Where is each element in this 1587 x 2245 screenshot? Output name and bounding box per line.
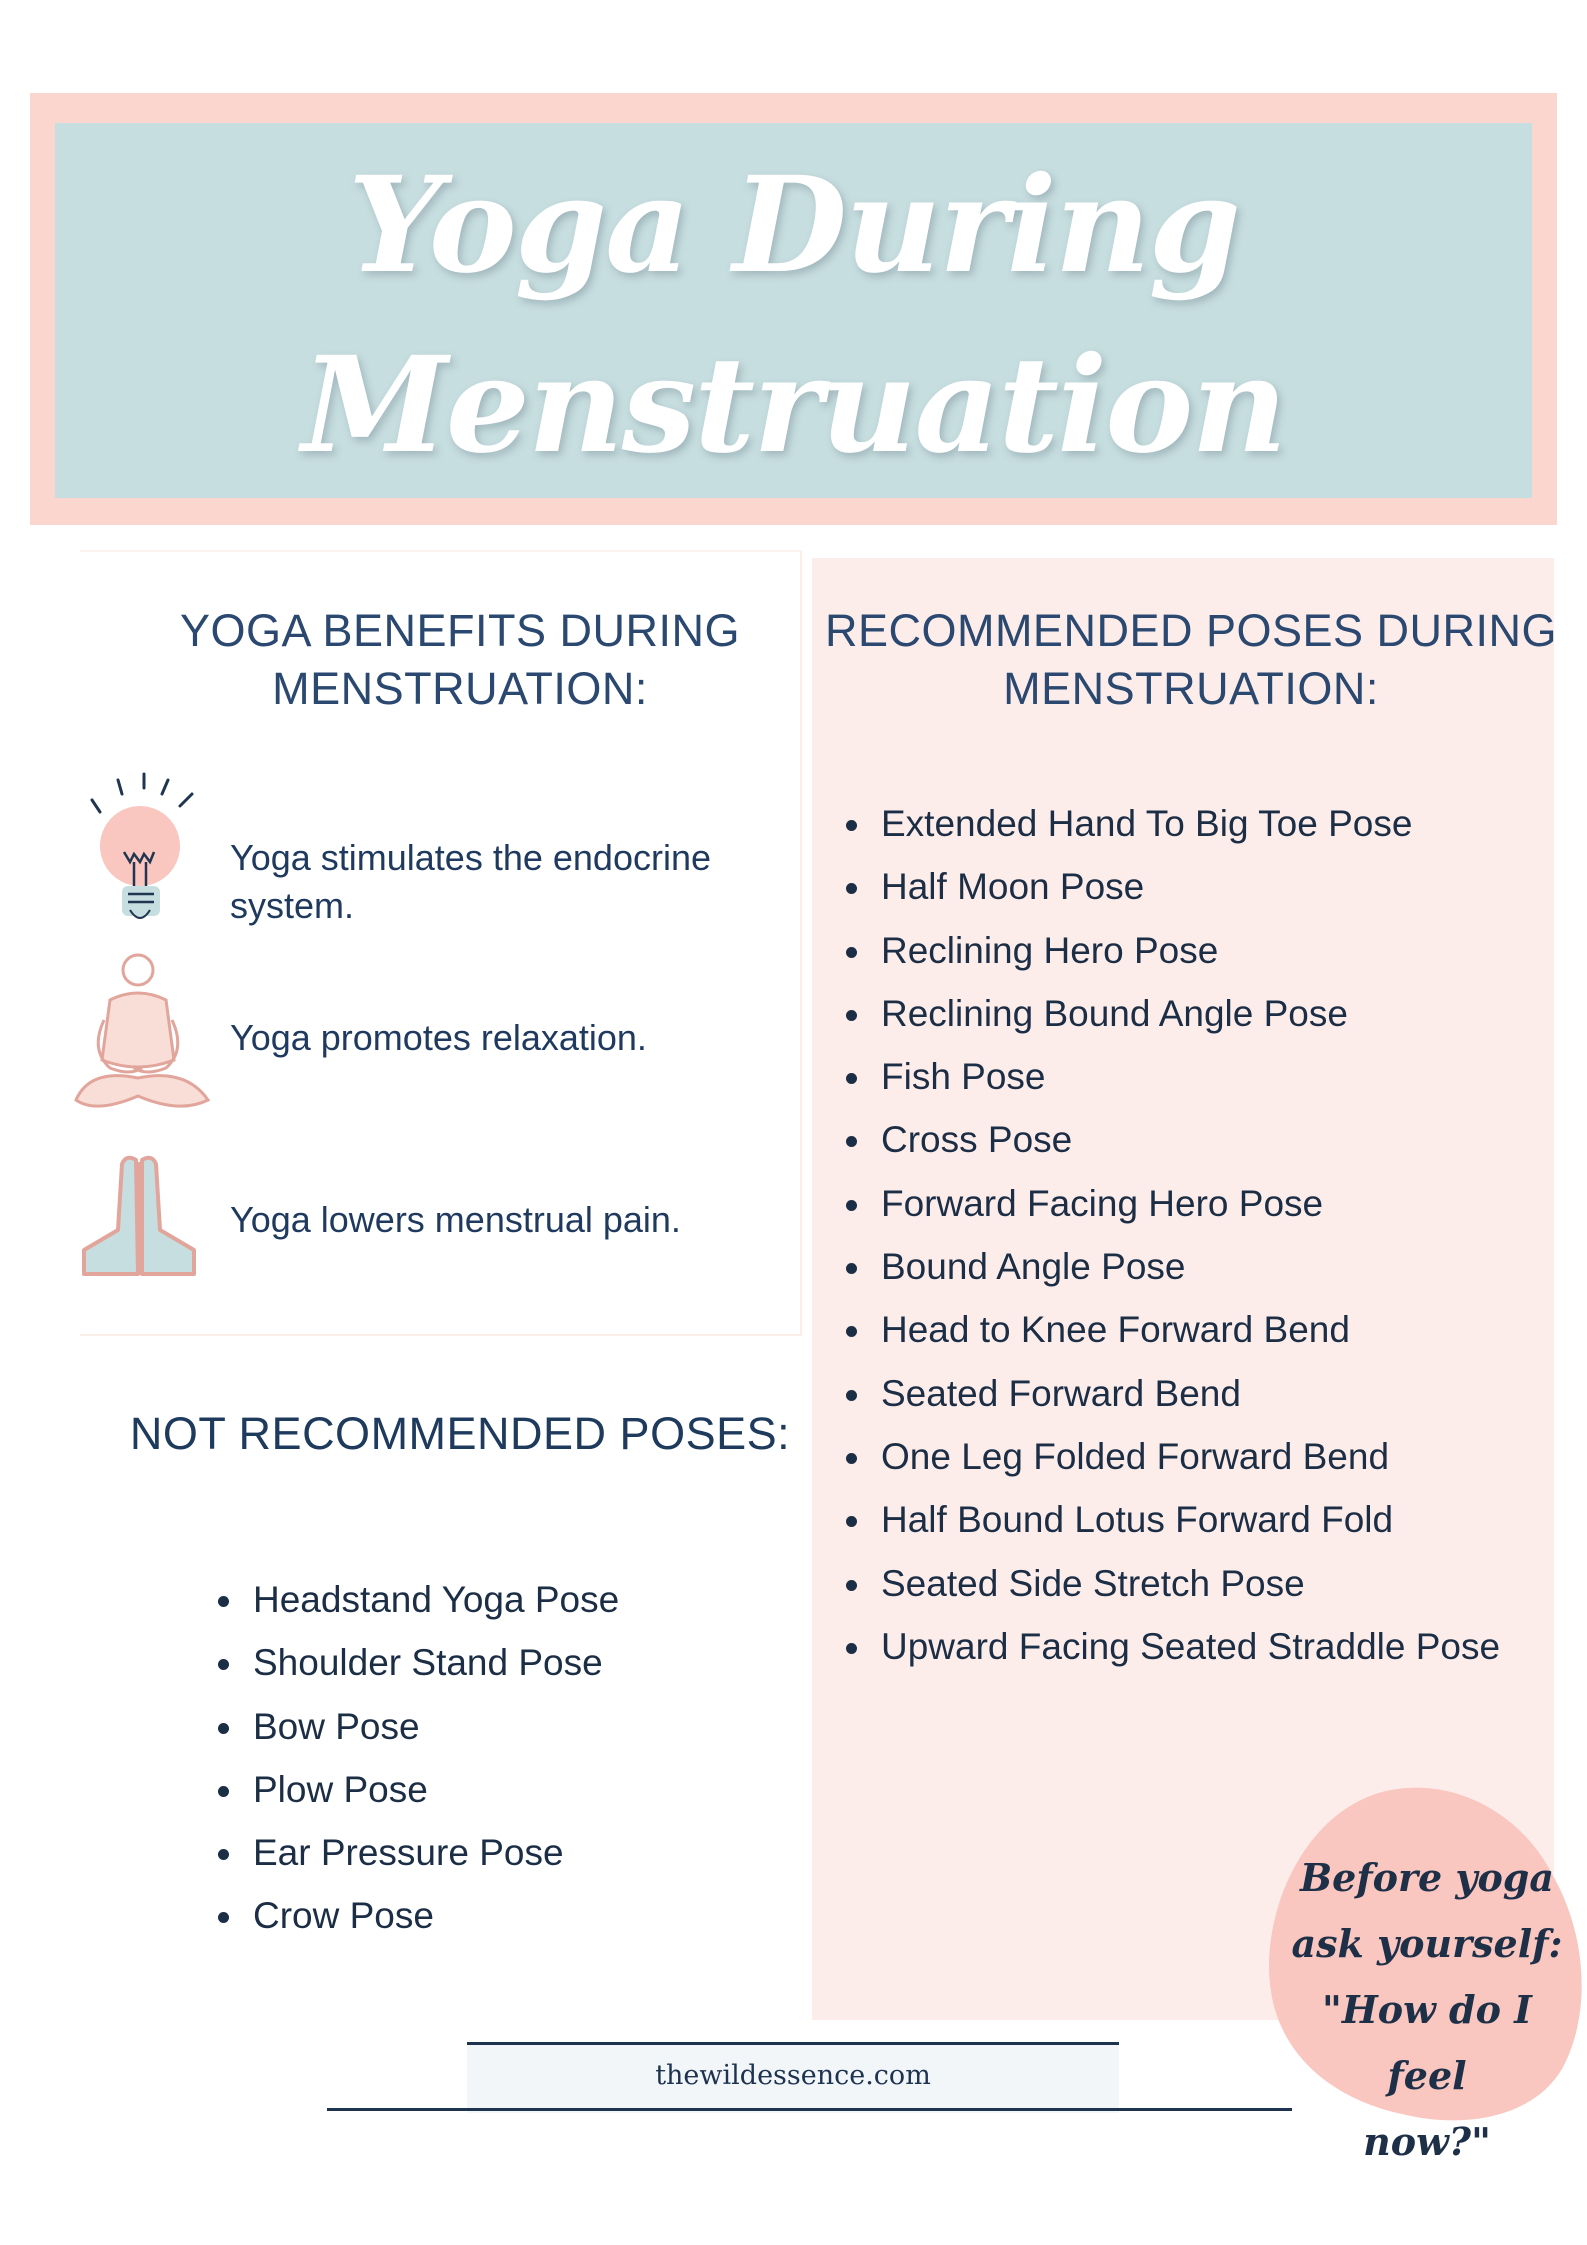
page-title-line-1: Yoga During <box>348 148 1239 303</box>
list-item: Seated Forward Bend <box>844 1362 1500 1425</box>
list-item: Cross Pose <box>844 1108 1500 1171</box>
list-item: Reclining Bound Angle Pose <box>844 982 1500 1045</box>
prayer-hands-icon <box>78 1150 208 1280</box>
list-item: Seated Side Stretch Pose <box>844 1552 1500 1615</box>
not-recommended-heading: NOT RECOMMENDED POSES: <box>129 1408 791 1459</box>
list-item: Bow Pose <box>216 1695 619 1758</box>
benefit-text-3: Yoga lowers menstrual pain. <box>230 1199 681 1240</box>
list-item: Extended Hand To Big Toe Pose <box>844 792 1500 855</box>
list-item: Bound Angle Pose <box>844 1235 1500 1298</box>
list-item: Shoulder Stand Pose <box>216 1631 619 1694</box>
lightbulb-icon <box>82 770 202 930</box>
recommended-list <box>844 792 1500 1678</box>
recommended-heading: RECOMMENDED POSES DURING MENSTRUATION: <box>824 605 1558 714</box>
footer-divider <box>327 2108 1292 2111</box>
not-recommended-list <box>216 1568 619 1948</box>
note-line-2: ask yourself: <box>1291 1921 1563 1966</box>
note-line-1: Before yoga <box>1299 1855 1555 1900</box>
list-item: Upward Facing Seated Straddle Pose <box>844 1615 1500 1678</box>
benefit-text-2: Yoga promotes relaxation. <box>230 1017 647 1058</box>
page-title-line-2: Menstruation <box>301 328 1286 483</box>
list-item: Plow Pose <box>216 1758 619 1821</box>
note-text <box>1282 1845 1572 2175</box>
list-item: Head to Knee Forward Bend <box>844 1298 1500 1361</box>
list-item: Ear Pressure Pose <box>216 1821 619 1884</box>
benefit-text-1: Yoga stimulates the endocrine system. <box>230 837 711 926</box>
benefits-heading: YOGA BENEFITS DURING MENSTRUATION: <box>179 605 741 714</box>
list-item: Half Bound Lotus Forward Fold <box>844 1488 1500 1551</box>
list-item: Forward Facing Hero Pose <box>844 1172 1500 1235</box>
list-item: Fish Pose <box>844 1045 1500 1108</box>
note-line-3: "How do I feel <box>1322 1987 1532 2098</box>
list-item: Headstand Yoga Pose <box>216 1568 619 1631</box>
meditation-icon <box>70 950 215 1120</box>
list-item: Half Moon Pose <box>844 855 1500 918</box>
note-line-4: now?" <box>1363 2119 1491 2164</box>
list-item: One Leg Folded Forward Bend <box>844 1425 1500 1488</box>
footer-website[interactable]: thewildessence.com <box>655 2060 931 2091</box>
list-item: Crow Pose <box>216 1884 619 1947</box>
list-item: Reclining Hero Pose <box>844 919 1500 982</box>
